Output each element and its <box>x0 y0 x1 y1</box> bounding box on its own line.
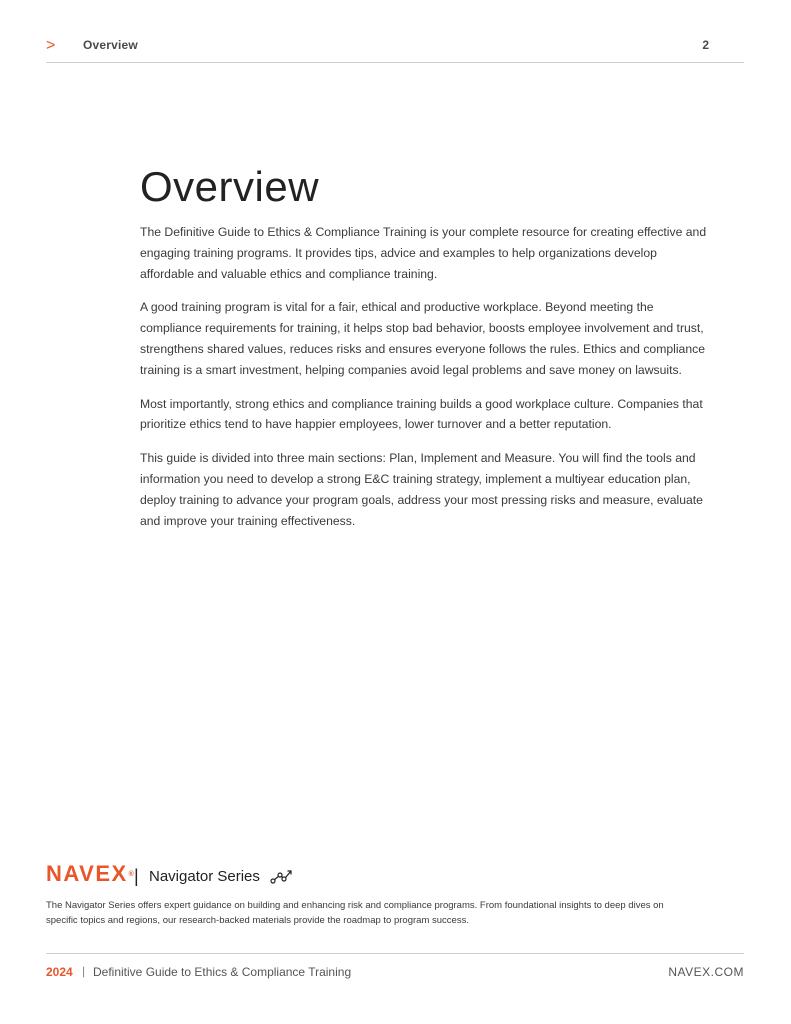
paragraph: A good training program is vital for a fair, ethical and productive workplace. Beyond meeting the compliance requirements for training, it helps stop bad behavior, boosts employee involvement and trust, strengthens shared values, reduces risks and ensures everyone follows the rules. Ethics and compliance training is a smart investment, helping companies avoid legal problems and save money on lawsuits. <box>140 300 705 377</box>
footer-separator: | <box>82 964 86 978</box>
page-number: 2 <box>702 38 709 52</box>
logo-text: NAVEX <box>46 861 128 886</box>
navigator-arrow-icon <box>270 868 294 884</box>
paragraph: This guide is divided into three main sections: Plan, Implement and Measure. You will find the tools and information you need to develop a strong E&C training strategy, implement a multiyear education plan, deploy training to advance your program goals, address your most pressing risks and measure, evaluate and improve your training effectiveness. <box>140 451 703 528</box>
main-content <box>140 162 712 544</box>
chevron-right-icon: > <box>46 37 56 54</box>
footer-site-link[interactable]: NAVEX.COM <box>668 965 744 979</box>
page-header <box>46 36 744 63</box>
series-name: Navigator Series <box>149 868 260 885</box>
navex-logo <box>46 862 135 886</box>
paragraph: The Definitive Guide to Ethics & Compliance Training is your complete resource for creating effective and engaging training programs. It provides tips, advice and examples to help organizations develop affordable and valuable ethics and compliance training. <box>140 225 707 281</box>
footer-year: 2024 <box>46 965 73 979</box>
paragraph: Most importantly, strong ethics and compliance training builds a good workplace culture. Companies that prioritize ethics tend to have happier employees, lower turnover and a better reputation. <box>140 396 703 432</box>
brand-separator: | <box>134 866 139 886</box>
header-section-title: Overview <box>83 38 138 52</box>
page-footer <box>46 953 744 994</box>
footer-doc-title: Definitive Guide to Ethics & Compliance Training <box>93 965 352 979</box>
series-description: The Navigator Series offers expert guidance on building and enhancing risk and compliance programs. From foundational insights to deep dives on specific topics and regions, our research-backed materials provide the roadmap to program success. <box>46 900 664 926</box>
logo-registered-mark: ® <box>128 871 136 878</box>
brand-row <box>46 862 446 888</box>
page-title: Overview <box>140 163 320 210</box>
